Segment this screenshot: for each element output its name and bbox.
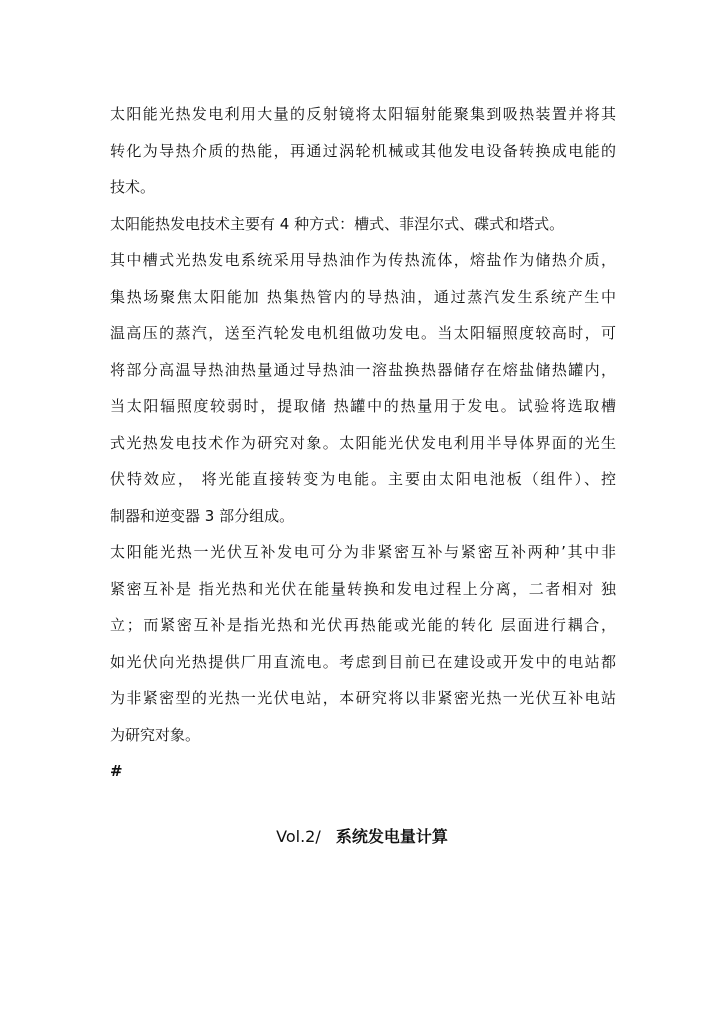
text-line: 立；而紧密互补是指光热和光伏再热能或光能的转化 层面进行耦合， bbox=[110, 616, 616, 634]
text-line: 为研究对象。 bbox=[110, 725, 201, 744]
paragraph-definition bbox=[110, 96, 616, 206]
text-line: 制器和逆变器 3 部分组成。 bbox=[110, 506, 295, 525]
text-line: 太阳能热发电技术主要有 4 种方式：槽式、菲涅尔式、碟式和塔式。 bbox=[110, 214, 565, 233]
section-volume: Vol.2/ bbox=[276, 827, 321, 846]
section-title: 系统发电量计算 bbox=[335, 827, 448, 846]
section-marker: # bbox=[110, 762, 123, 780]
text-line: 如光伏向光热提供厂用直流电。考虑到目前已在建设或开发中的电站都 bbox=[110, 652, 616, 671]
section-heading bbox=[0, 823, 724, 851]
text-line: 转化为导热介质的热能，再通过涡轮机械或其他发电设备转换成电能的 bbox=[110, 141, 616, 160]
text-line: 太阳能光热一光伏互补发电可分为非紧密互补与紧密互补两种’其中非 bbox=[110, 543, 616, 561]
paragraph-trough bbox=[110, 242, 616, 534]
text-line: 集热场聚焦太阳能加 热集热管内的导热油，通过蒸汽发生系统产生中 bbox=[110, 287, 616, 306]
paragraph-methods bbox=[110, 206, 616, 243]
text-line: 当太阳辐照度较弱时，提取储 热罐中的热量用于发电。试验将选取槽 bbox=[110, 397, 616, 415]
text-line: 其中槽式光热发电系统采用导热油作为传热流体，熔盐作为储热介质， bbox=[110, 251, 616, 269]
text-line: 紧密互补是 指光热和光伏在能量转换和发电过程上分离，二者相对 独 bbox=[110, 579, 616, 598]
text-line: 将部分高温导热油热量通过导热油一溶盐换热器储存在熔盐储热罐内， bbox=[110, 360, 616, 379]
text-line: 伏特效应， 将光能直接转变为电能。主要由太阳电池板（组件）、控 bbox=[110, 470, 616, 488]
text-line: 式光热发电技术作为研究对象。太阳能光伏发电利用半导体界面的光生 bbox=[110, 433, 616, 452]
text-line: 为非紧密型的光热一光伏电站，本研究将以非紧密光热一光伏互补电站 bbox=[110, 689, 616, 707]
text-line: 技术。 bbox=[110, 178, 156, 196]
text-line: 温高压的蒸汽，送至汽轮发电机组做功发电。当太阳辐照度较高时，可 bbox=[110, 324, 616, 342]
paragraph-hybrid bbox=[110, 534, 616, 753]
document-body bbox=[110, 96, 616, 790]
text-line: 太阳能光热发电利用大量的反射镜将太阳辐射能聚集到吸热装置并将其 bbox=[110, 105, 616, 123]
